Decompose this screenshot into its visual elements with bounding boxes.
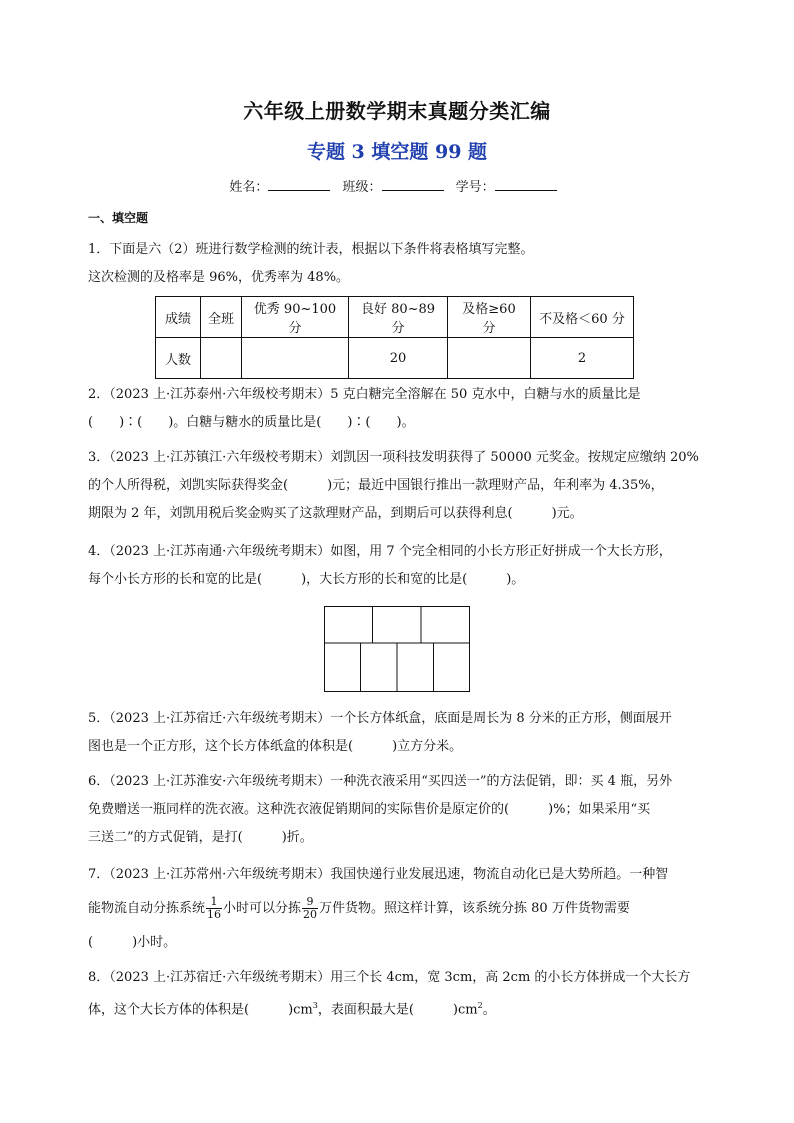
table-header-cell: 良好 80~89 分 bbox=[349, 297, 448, 338]
class-blank[interactable] bbox=[382, 178, 444, 191]
name-blank[interactable] bbox=[268, 178, 330, 191]
fraction-9-20 bbox=[302, 896, 318, 921]
exponent-2: 2 bbox=[477, 1001, 483, 1010]
question-6-line-2: 免费赠送一瓶同样的洗衣液。这种洗衣液促销期间的实际售价是原定价的( )%；如果采用“买 bbox=[88, 802, 651, 817]
page-title: 六年级上册数学期末真题分类汇编 bbox=[243, 99, 551, 123]
question-1-line-1: 1．下面是六（2）班进行数学检测的统计表，根据以下条件将表格填写完整。 bbox=[88, 242, 534, 257]
id-label: 学号： bbox=[455, 180, 495, 195]
student-info-row bbox=[0, 176, 794, 195]
question-2 bbox=[88, 381, 710, 437]
class-label: 班级： bbox=[342, 180, 382, 195]
exponent-3: 3 bbox=[312, 1001, 318, 1010]
question-7-text-a: 能物流自动分拣系统 bbox=[88, 901, 206, 916]
table-header-cell: 全班 bbox=[201, 297, 242, 338]
question-3-line-3: 期限为 2 年，刘凯用税后奖金购买了这款理财产品，到期后可以获得利息( )元。 bbox=[88, 506, 583, 521]
question-5-line-2: 图也是一个正方形，这个长方体纸盒的体积是( )立方分米。 bbox=[88, 739, 463, 754]
question-7 bbox=[88, 861, 710, 957]
rectangle-tiling-figure bbox=[324, 606, 470, 692]
question-4-line-1: 4．（2023 上·江苏南通·六年级统考期末）如图，用 7 个完全相同的小长方形正好拼成一个大长方形， bbox=[88, 544, 672, 559]
question-7-line-1: 7．（2023 上·江苏常州·六年级统考期末）我国快递行业发展迅速，物流自动化已是大势所趋。一种智 bbox=[88, 867, 669, 882]
fraction-denominator: 16 bbox=[207, 908, 222, 921]
fraction-numerator: 9 bbox=[302, 896, 318, 909]
question-3-line-2: 的个人所得税，刘凯实际获得奖金( )元；最近中国银行推出一款理财产品，年利率为 4.35%， bbox=[88, 478, 664, 493]
question-3-line-1: 3．（2023 上·江苏镇江·六年级校考期末）刘凯因一项科技发明获得了 50000 元奖金。按规定应缴纳 20% bbox=[88, 450, 699, 465]
question-2-line-1: 2．（2023 上·江苏泰州·六年级校考期末）5 克白糖完全溶解在 50 克水中，白糖与水的质量比是 bbox=[88, 387, 641, 402]
question-1 bbox=[88, 236, 710, 292]
table-cell[interactable] bbox=[201, 338, 242, 379]
question-6-line-3: 三送二”的方式促销，是打( )折。 bbox=[88, 830, 313, 845]
question-7-line-2 bbox=[88, 889, 710, 929]
question-7-line-3: ( )小时。 bbox=[88, 935, 177, 950]
question-8-text-b: ，表面积最大是( )cm bbox=[317, 1002, 478, 1018]
table-header-cell: 及格≥60 分 bbox=[448, 297, 531, 338]
table-row bbox=[156, 338, 634, 379]
question-3 bbox=[88, 444, 710, 528]
question-4 bbox=[88, 538, 710, 594]
question-8-text-c: 。 bbox=[482, 1002, 496, 1018]
question-6 bbox=[88, 768, 710, 852]
name-label: 姓名： bbox=[229, 180, 269, 195]
page-subtitle: 专题 3 填空题 99 题 bbox=[306, 141, 488, 163]
id-blank[interactable] bbox=[495, 178, 557, 191]
question-8-text-a: 体，这个大长方体的体积是( )cm bbox=[88, 1002, 313, 1018]
section-title: 一、填空题 bbox=[88, 211, 149, 225]
table-cell[interactable] bbox=[242, 338, 349, 379]
table-cell: 人数 bbox=[156, 338, 201, 379]
fraction-1-16 bbox=[206, 896, 222, 921]
question-4-line-2: 每个小长方形的长和宽的比是( )，大长方形的长和宽的比是( )。 bbox=[88, 572, 525, 587]
table-cell: 2 bbox=[531, 338, 634, 379]
question-5 bbox=[88, 705, 710, 761]
question-5-line-1: 5．（2023 上·江苏宿迁·六年级统考期末）一个长方体纸盒，底面是周长为 8 分米的正方形，侧面展开 bbox=[88, 711, 672, 726]
question-8-line-1: 8．（2023 上·江苏宿迁·六年级统考期末）用三个长 4cm，宽 3cm，高 2cm 的小长方体拼成一个大长方 bbox=[88, 970, 691, 985]
question-7-text-c: 万件货物。照这样计算，该系统分拣 80 万件货物需要 bbox=[319, 901, 630, 916]
table-header-cell: 成绩 bbox=[156, 297, 201, 338]
question-8-line-2 bbox=[88, 992, 710, 1024]
table-header-cell: 不及格＜60 分 bbox=[531, 297, 634, 338]
table-header-cell: 优秀 90~100 分 bbox=[242, 297, 349, 338]
table-cell[interactable] bbox=[448, 338, 531, 379]
fraction-denominator: 20 bbox=[303, 908, 318, 921]
question-7-text-b: 小时可以分拣 bbox=[223, 901, 302, 916]
table-header-row bbox=[156, 297, 634, 338]
stats-table bbox=[155, 296, 634, 379]
question-2-line-2: ( )∶( )。白糖与糖水的质量比是( )∶( )。 bbox=[88, 415, 415, 430]
question-8 bbox=[88, 964, 710, 1024]
fraction-numerator: 1 bbox=[206, 896, 222, 909]
question-1-line-2: 这次检测的及格率是 96%，优秀率为 48%。 bbox=[88, 270, 350, 285]
table-cell: 20 bbox=[349, 338, 448, 379]
question-6-line-1: 6．（2023 上·江苏淮安·六年级统考期末）一种洗衣液采用“买四送一”的方法促销，即：买 4 瓶，另外 bbox=[88, 774, 673, 789]
